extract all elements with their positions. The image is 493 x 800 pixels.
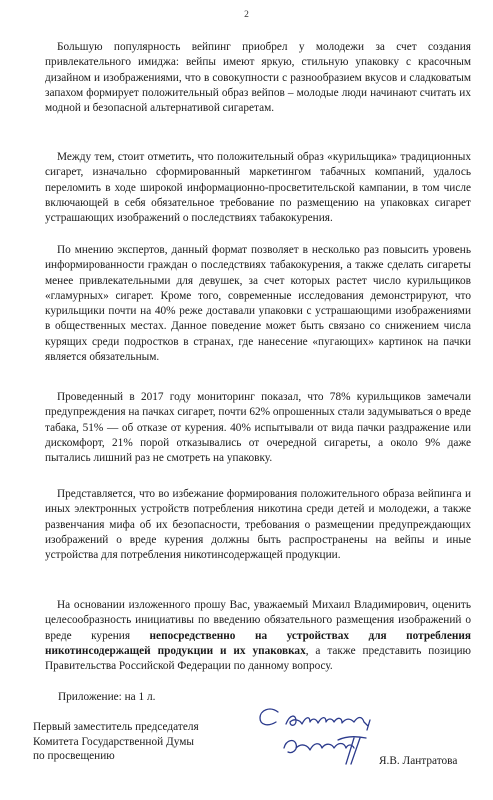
paragraph-vaping-popularity: Большую популярность вейпинг приобрел у молодежи за счет создания привлекательного имиджа: вейпы имеют яркую, стильную упаковку с красочным дизайном и изображениями, что в совокупности с разнообразием вкусов и сладковатым запахом формирует положительный образ вейпов – молодые люди начинают считать их модной и безопасной альтернативой сигаретам. xyxy=(45,41,471,115)
request-text-bold: непосредственно на устройствах для потребления никотинсодержащей продукции и их упаковках xyxy=(45,629,472,657)
request-text-end: , а также представить позицию Правительства Российской Федерации по данному вопросу. xyxy=(45,644,471,673)
signer-title-line-3: по просвещению xyxy=(33,750,115,763)
page-number: 2 xyxy=(244,10,249,20)
signer-title xyxy=(33,720,199,764)
paragraph-request xyxy=(45,598,471,674)
signer-name: Я.В. Лантратова xyxy=(379,755,458,767)
request-text-start: На основании изложенного прошу Вас, уважаемый Михаил Владимирович, оценить целесообразность инициативы по введению обязательного размещения изображений о вреде курения xyxy=(45,599,471,642)
handwritten-signature xyxy=(250,698,380,773)
paragraph-monitoring-2017: Проведенный в 2017 году мониторинг показал, что 78% курильщиков замечали предупреждения на пачках сигарет, почти 62% опрошенных стали задумываться о вреде табака, 51% — об отказе от курения. 40% испытывали от вида пачки раздражение или дискомфорт, 21% порой отказывались от очередной сигареты, а около 9% даже пытались лишний раз не смотреть на упаковку. xyxy=(45,391,471,465)
paragraph-expert-opinion: По мнению экспертов, данный формат позволяет в несколько раз повысить уровень информированности граждан о последствиях табакокурения, а также сделать сигареты менее привлекательными для девушек, за счет которых растет число курильщиков «гламурных» сигарет. Кроме того, современные исследования демонстрируют, что курильщики почти на 40% реже доставали упаковки с устрашающими изображениями в общественных местах. Данное поведение может быть связано со снижением числа курящих среди подростков в странах, где нанесение «пугающих» картинок на пачки является обязательным. xyxy=(45,244,471,364)
paragraph-proposal-rationale: Представляется, что во избежание формирования положительного образа вейпинга и иных электронных устройств потребления никотина среди детей и молодежи, а также развенчания мифа об их безопасности, требования о размещении предупреждающих изображений о вреде курения должны быть распространены на вейпы и иные устройства для потребления никотинсодержащей продукции. xyxy=(45,488,471,562)
signer-title-line-2: Комитета Государственной Думы xyxy=(33,735,194,748)
attachment-note: Приложение: на 1 л. xyxy=(58,691,156,703)
signer-title-line-1: Первый заместитель председателя xyxy=(33,721,199,733)
paragraph-smoker-image: Между тем, стоит отметить, что положительный образ «курильщика» традиционных сигарет, изначально сформированный маркетингом табачных компаний, удалось переломить в ходе широкой информационно-просветительской кампании, в том числе включающей в себя обязательное требование по размещению на упаковках сигарет устрашающих изображений о последствиях табакокурения. xyxy=(45,151,471,225)
